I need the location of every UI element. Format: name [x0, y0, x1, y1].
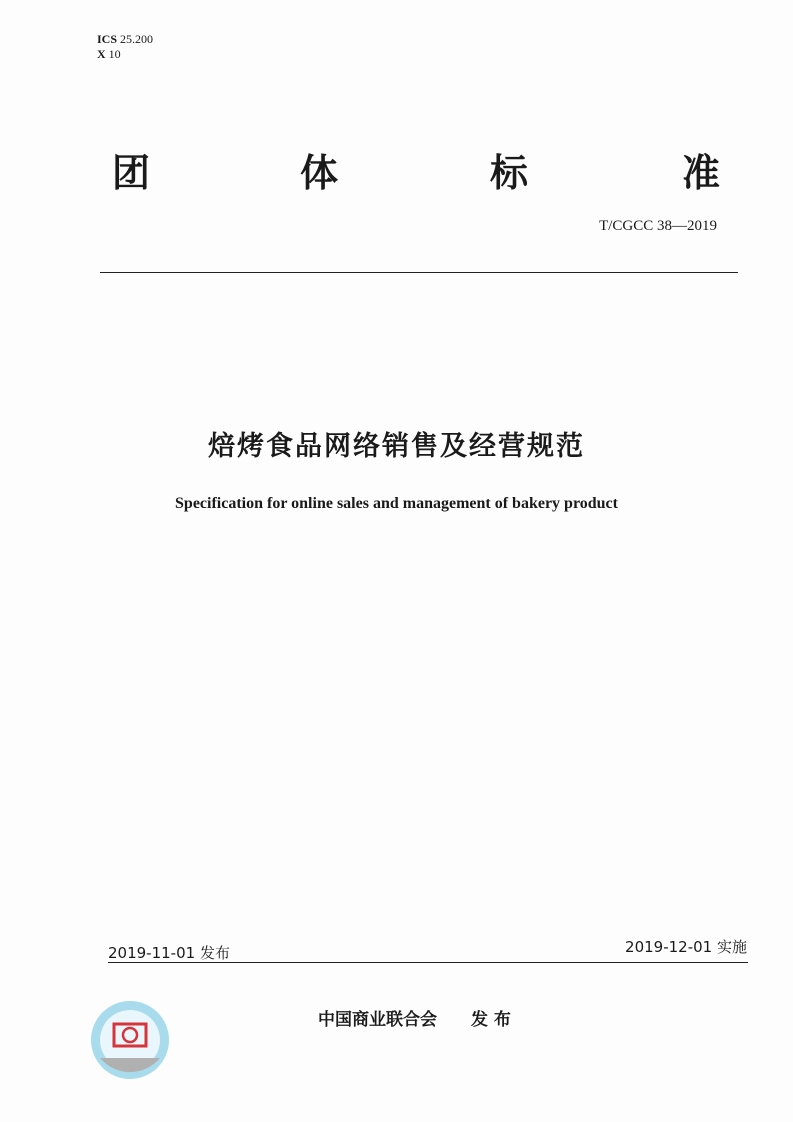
category-char-3: 标 [490, 151, 529, 195]
ics-label: ICS [97, 32, 118, 46]
implement-date: 2019-12-01 实施 [625, 938, 747, 956]
publish-word: 发 布 [471, 1010, 511, 1030]
ics-value: 25.200 [120, 32, 154, 46]
publisher-name: 中国商业联合会 [318, 1010, 437, 1030]
class-value: 10 [108, 47, 121, 61]
bottom-divider [108, 962, 748, 963]
standard-code: T/CGCC 38—2019 [599, 218, 717, 234]
category-char-4: 准 [682, 151, 721, 195]
category-char-2: 体 [300, 151, 339, 195]
ics-code [97, 32, 153, 62]
publisher [318, 1005, 511, 1030]
title-cn: 焙烤食品网络销售及经营规范 [208, 431, 585, 462]
class-label: X [97, 47, 106, 61]
title-en: Specification for online sales and management of bakery product [175, 495, 618, 512]
issue-date: 2019-11-01 发布 [108, 944, 230, 962]
anti-counterfeit-seal [90, 1000, 170, 1080]
top-divider [100, 272, 738, 273]
category-char-1: 团 [112, 151, 151, 195]
